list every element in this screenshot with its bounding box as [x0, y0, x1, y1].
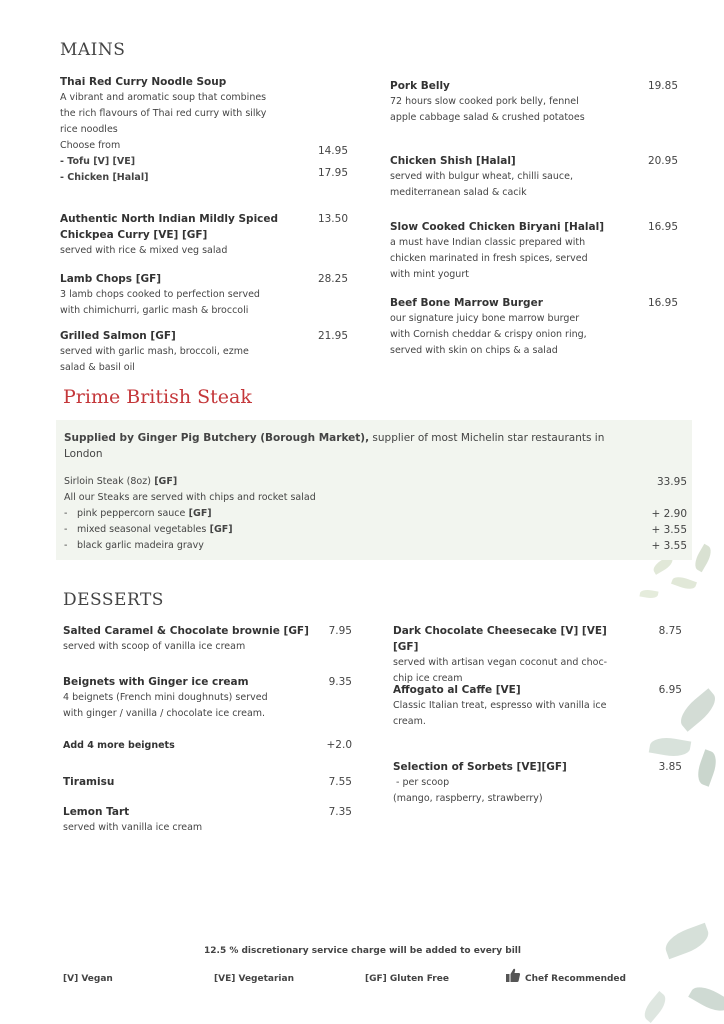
price: + 3.55: [651, 524, 687, 536]
dessert-cheesecake: [393, 623, 633, 687]
mains-title: MAINS: [60, 40, 126, 60]
item-desc: our signature juicy bone marrow burger: [390, 313, 580, 324]
menu-item-pork-belly: [390, 78, 630, 126]
leaf-decoration: [649, 735, 692, 760]
item-desc: rice noodles: [60, 124, 118, 135]
item-tag: [GF]: [185, 508, 212, 519]
item-desc: with ginger / vanilla / chocolate ice cream.: [63, 708, 266, 719]
steak-supplier: [64, 430, 624, 462]
item-tag: [GF]: [150, 476, 178, 487]
menu-item-biryani: [390, 219, 630, 283]
dessert-lemon-tart: [63, 804, 323, 836]
item-desc: Classic Italian treat, espresso with vanilla ice: [393, 700, 607, 711]
item-desc: served with skin on chips & a salad: [390, 345, 558, 356]
leaf-decoration: [662, 923, 713, 959]
bullet: -: [64, 540, 68, 551]
side-name: pink peppercorn sauce: [77, 508, 186, 519]
desserts-title: DESSERTS: [63, 590, 164, 610]
item-name: Dark Chocolate Cheesecake [V] [VE] [GF]: [393, 625, 607, 653]
item-desc: apple cabbage salad & crushed potatoes: [390, 112, 585, 123]
side-name: black garlic madeira gravy: [77, 540, 204, 551]
dessert-beignets: [63, 674, 323, 722]
steak-title: Prime British Steak: [63, 386, 252, 408]
item-desc: with Cornish cheddar & crispy onion ring,: [390, 329, 587, 340]
item-tag: [GF]: [206, 524, 233, 535]
item-option: - Chicken [Halal]: [60, 172, 149, 183]
item-desc: served with bulgur wheat, chilli sauce,: [390, 171, 573, 182]
steak-served: All our Steaks are served with chips and rocket salad: [64, 492, 316, 503]
price: 33.95: [656, 476, 687, 488]
item-desc: served with scoop of vanilla ice cream: [63, 641, 246, 652]
item-name: Salted Caramel & Chocolate brownie [GF]: [63, 625, 309, 637]
item-desc: served with vanilla ice cream: [63, 822, 203, 833]
price: 28.25: [317, 273, 348, 285]
legend-vegetarian: [VE] Vegetarian: [214, 974, 294, 984]
item-desc: salad & basil oil: [60, 362, 135, 373]
price: 7.95: [328, 625, 352, 637]
item-desc: served with garlic mash, broccoli, ezme: [60, 346, 249, 357]
menu-item-burger: [390, 295, 630, 359]
leaf-decoration: [639, 588, 658, 599]
steak-side: [64, 538, 464, 554]
leaf-decoration: [688, 981, 724, 1017]
price: +2.0: [326, 739, 352, 751]
price: 7.55: [328, 776, 352, 788]
item-name: Grilled Salmon [GF]: [60, 330, 176, 342]
item-desc: (mango, raspberry, strawberry): [393, 793, 543, 804]
price: 16.95: [647, 221, 678, 233]
dessert-more-beignets: Add 4 more beignets: [63, 740, 175, 751]
menu-item-salmon: [60, 328, 300, 376]
price: 16.95: [647, 297, 678, 309]
item-desc: 72 hours slow cooked pork belly, fennel: [390, 96, 579, 107]
bullet: -: [64, 524, 68, 535]
item-name: Lemon Tart: [63, 806, 130, 818]
steak-sirloin: [64, 474, 464, 490]
menu-item-chickpea-curry: [60, 211, 300, 259]
price: 19.85: [647, 80, 678, 92]
item-name: Chicken Shish [Halal]: [390, 155, 516, 167]
item-desc: 3 lamb chops cooked to perfection served: [60, 289, 260, 300]
item-desc: chicken marinated in fresh spices, served: [390, 253, 588, 264]
item-desc: the rich flavours of Thai red curry with silky: [60, 108, 267, 119]
supplier-text: supplier of most Michelin star restaurants in: [369, 432, 605, 444]
item-name: Affogato al Caffe [VE]: [393, 684, 521, 696]
menu-item-chicken-shish: [390, 153, 630, 201]
price: 14.95: [317, 145, 348, 157]
leaf-decoration: [691, 544, 714, 573]
dessert-brownie: [63, 623, 323, 655]
item-name: Chickpea Curry [VE] [GF]: [60, 229, 208, 241]
leaf-decoration: [640, 991, 670, 1023]
leaf-decoration: [694, 749, 721, 786]
thumbs-up-icon: [505, 967, 521, 983]
item-desc: A vibrant and aromatic soup that combines: [60, 92, 267, 103]
item-desc: with chimichurri, garlic mash & broccoli: [60, 305, 249, 316]
menu-item-thai-curry: [60, 74, 300, 186]
price: + 2.90: [651, 508, 687, 520]
price: 8.75: [658, 625, 682, 637]
item-name: Slow Cooked Chicken Biryani [Halal]: [390, 221, 605, 233]
item-name: Lamb Chops [GF]: [60, 273, 162, 285]
steak-side: [64, 522, 464, 538]
item-desc: - per scoop: [393, 777, 450, 788]
legend-vegan: [V] Vegan: [63, 974, 113, 984]
price: 9.35: [328, 676, 352, 688]
item-desc: chip ice cream: [393, 673, 463, 684]
item-desc: served with rice & mixed veg salad: [60, 245, 228, 256]
price: 13.50: [317, 213, 348, 225]
price: + 3.55: [651, 540, 687, 552]
side-name: mixed seasonal vegetables: [77, 524, 207, 535]
supplier-text: London: [64, 448, 103, 460]
item-name: Beignets with Ginger ice cream: [63, 676, 249, 688]
price: 17.95: [317, 167, 348, 179]
item-desc: served with artisan vegan coconut and choc-: [393, 657, 608, 668]
menu-item-lamb-chops: [60, 271, 300, 319]
dessert-sorbets: [393, 759, 633, 807]
supplier-name: Supplied by Ginger Pig Butchery (Borough Market),: [64, 432, 370, 444]
steak-side: [64, 506, 464, 522]
price: 21.95: [317, 330, 348, 342]
item-name: Thai Red Curry Noodle Soup: [60, 76, 227, 88]
item-desc: Choose from: [60, 140, 121, 151]
price: 20.95: [647, 155, 678, 167]
bullet: -: [64, 508, 68, 519]
dessert-tiramisu: Tiramisu: [63, 776, 115, 788]
item-desc: cream.: [393, 716, 426, 727]
legend-chef-recommended: Chef Recommended: [525, 974, 626, 984]
price: 6.95: [658, 684, 682, 696]
item-desc: mediterranean salad & cacik: [390, 187, 527, 198]
leaf-decoration: [671, 574, 697, 592]
legend-gluten-free: [GF] Gluten Free: [365, 974, 449, 984]
price: 3.85: [658, 761, 682, 773]
item-name: Beef Bone Marrow Burger: [390, 297, 543, 309]
item-desc: 4 beignets (French mini doughnuts) served: [63, 692, 268, 703]
item-name: Authentic North Indian Mildly Spiced: [60, 213, 279, 225]
item-desc: a must have Indian classic prepared with: [390, 237, 586, 248]
price: 7.35: [328, 806, 352, 818]
dessert-affogato: [393, 682, 633, 730]
item-desc: with mint yogurt: [390, 269, 469, 280]
item-name: Sirloin Steak (8oz): [64, 476, 151, 487]
service-charge-note: 12.5 % discretionary service charge will be added to every bill: [204, 946, 521, 956]
item-name: Pork Belly: [390, 80, 450, 92]
item-name: Selection of Sorbets [VE][GF]: [393, 761, 567, 773]
item-option: - Tofu [V] [VE]: [60, 156, 136, 167]
